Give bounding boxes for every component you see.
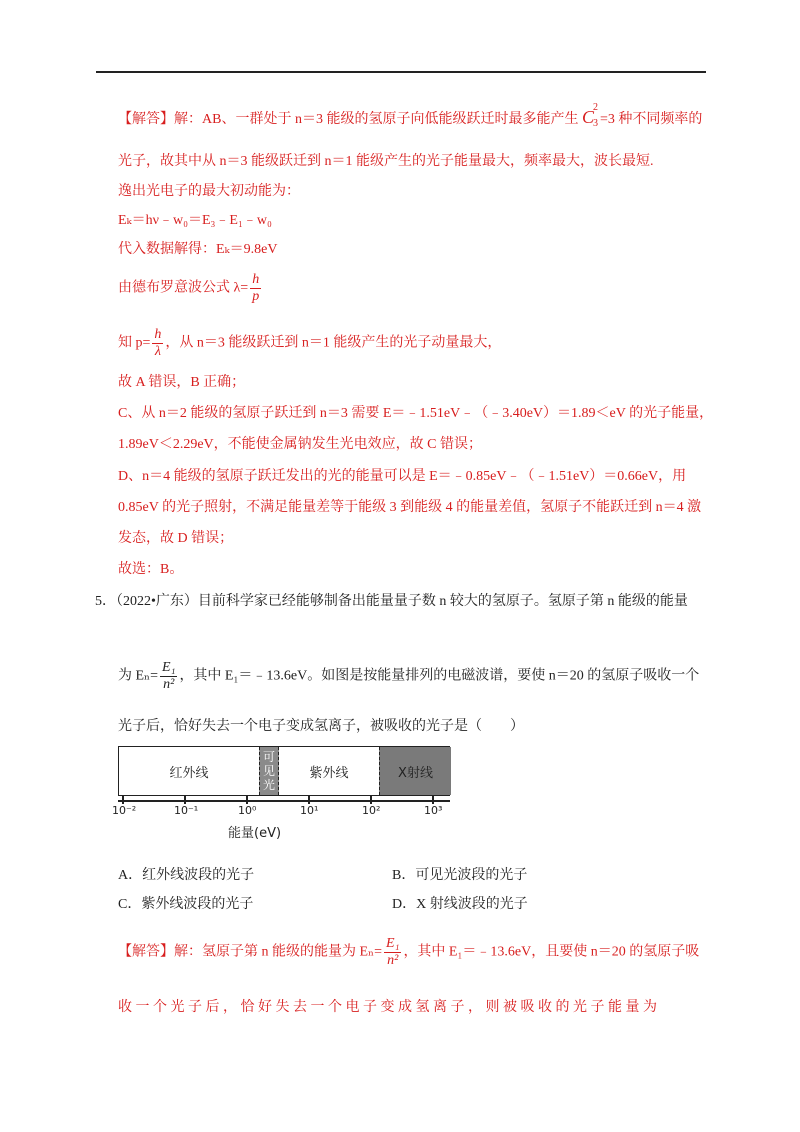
ultraviolet-band: 紫外线	[279, 747, 379, 795]
header-rule	[96, 71, 706, 73]
solution-line-10: 1.89eV＜2.29eV，不能使金属钠发生光电效应，故 C 错误；	[118, 437, 482, 452]
xray-band: X射线	[379, 747, 451, 795]
question-5-line-3: 光子后，恰好失去一个电子变成氢离子，被吸收的光子是（ ）	[118, 719, 524, 734]
solution2-line-2: 收 一 个 光 子 后 ， 恰 好 失 去 一 个 电 子 变 成 氢 离 子 ， 则 被 吸 收 的 光 子 能 量 为	[118, 1000, 657, 1015]
tick-label: 10²	[362, 804, 381, 817]
solution2-line-1: 【解答】解：氢原子第 n 能级的能量为 Eₙ= $\frac{\text{E₁}}{\text{n²}}$ ，其中 E₁＝﹣13.6eV，且要使 n＝20 的氢原子吸	[118, 936, 700, 968]
solution-line-1: 【解答】解：AB、一群处于 n＝3 能级的氢原子向低能级跃迁时最多能产生 C 2 3 =3 种不同频率的	[118, 102, 703, 129]
tick-label: 10¹	[300, 804, 319, 817]
solution-line-5: 代入数据解得：Eₖ＝9.8eV	[118, 242, 278, 257]
option-d[interactable]: D．X 射线波段的光子	[392, 897, 528, 912]
axis-label: 能量(eV)	[228, 826, 282, 841]
axis-tick	[122, 796, 124, 804]
axis-tick	[370, 796, 372, 804]
solution-line-12: 0.85eV 的光子照射，不满足能量差等于能级 3 到能级 4 的能量差值，氢原子不能跃迁到 n＝4 激	[118, 500, 702, 515]
fraction-e1-over-n2: $\frac{\text{E₁}}{\text{n²}}$	[162, 660, 176, 692]
solution-line-4: Eₖ＝hν﹣w₀＝E₃﹣E₁﹣w₀	[118, 213, 272, 228]
answer-tag: 【解答】	[118, 944, 174, 960]
tick-label: 10⁰	[238, 804, 257, 817]
energy-axis	[118, 800, 450, 802]
solution-line-7: 知 p= $\frac{h}{\lambda}$ ，从 n＝3 能级跃迁到 n＝1 能级产生的光子动量最大，	[118, 327, 502, 359]
fraction-e1-over-n2: $\frac{\text{E₁}}{\text{n²}}$	[386, 936, 400, 968]
answer-tag: 【解答】	[118, 112, 174, 127]
tick-label: 10⁻¹	[174, 804, 199, 817]
fraction-h-over-p: $\frac{h}{p}$	[252, 272, 260, 304]
axis-tick	[184, 796, 186, 804]
combination-symbol: C 2 3	[581, 102, 598, 129]
visible-band: 可 见 光	[259, 747, 279, 795]
fraction-h-over-lambda: $\frac{h}{\lambda}$	[154, 327, 162, 359]
tick-label: 10³	[424, 804, 443, 817]
tick-label: 10⁻²	[112, 804, 137, 817]
solution-line-6: 由德布罗意波公式 λ= $\frac{h}{p}$	[118, 272, 260, 304]
solution-line-3: 逸出光电子的最大初动能为：	[118, 184, 300, 199]
spectrum-diagram	[118, 746, 450, 796]
solution-line-2: 光子，故其中从 n＝3 能级跃迁到 n＝1 能级产生的光子能量最大，频率最大，波长最短.	[118, 154, 654, 169]
solution-line-14: 故选：B。	[118, 562, 184, 577]
solution-line-11: D、n＝4 能级的氢原子跃迁发出的光的能量可以是 E＝﹣0.85eV﹣（﹣1.51eV）＝0.66eV，用	[118, 469, 687, 484]
axis-tick	[432, 796, 434, 804]
solution-line-9: C、从 n＝2 能级的氢原子跃迁到 n＝3 需要 E＝﹣1.51eV﹣（﹣3.40eV）＝1.89＜eV 的光子能量，	[118, 406, 714, 421]
question-5-line-2: 为 Eₙ= $\frac{\text{E₁}}{\text{n²}}$ ，其中 E₁＝﹣13.6eV。如图是按能量排列的电磁波谱，要使 n＝20 的氢原子吸收一个	[118, 660, 700, 692]
option-a[interactable]: A．红外线波段的光子	[118, 868, 255, 883]
option-c[interactable]: C．紫外线波段的光子	[118, 897, 254, 912]
option-b[interactable]: B．可见光波段的光子	[392, 868, 528, 883]
axis-tick	[308, 796, 310, 804]
question-5-line-1: 5．（2022•广东）目前科学家已经能够制备出能量量子数 n 较大的氢原子。氢原子第 n 能级的能量	[95, 594, 688, 609]
solution-line-13: 发态，故 D 错误；	[118, 531, 234, 546]
axis-tick	[246, 796, 248, 804]
infrared-band: 红外线	[119, 747, 259, 795]
solution-line-8: 故 A 错误，B 正确；	[118, 375, 246, 390]
